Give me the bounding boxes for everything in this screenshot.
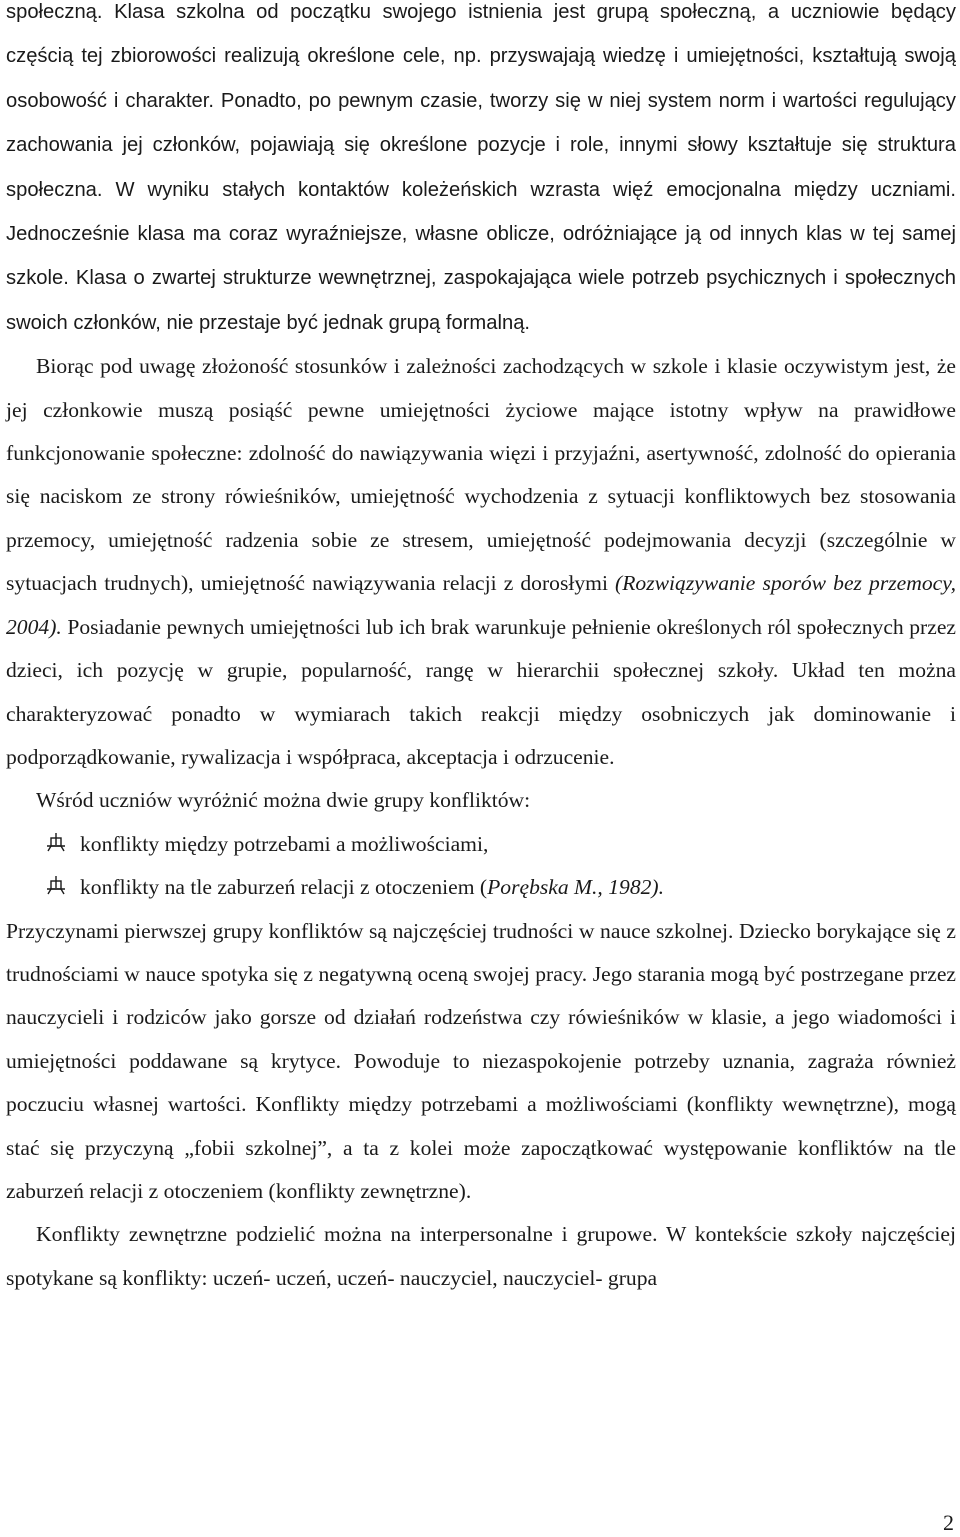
list-item: [6, 866, 956, 909]
paragraph-intro-text: społeczną. Klasa szkolna od początku swojego istnienia jest grupą społeczną, a uczniowie będący częścią tej zbiorowości realizują określone cele, np. przyswajają wiedzę i umiejętności, kształtują swoją osobowość i charakter. Ponadto, po pewnym czasie, tworzy się w niej system norm i wartości regulujący zachowania jej członków, pojawiają się określone pozycje i role, innymi słowy kształtuje się struktura społeczna. W wyniku stałych kontaktów koleżeńskich wzrasta więź emocjonalna między uczniami. Jednocześnie klasa ma coraz wyraźniejsze, własne oblicze, odróżniające ją od innych klas w tej samej szkole. Klasa o zwartej strukturze wewnętrznej, zaspokajająca wiele potrzeb psychicznych i społecznych swoich członków, nie przestaje być jednak grupą formalną.: [6, 1, 956, 334]
citation-rozwiazywanie-sporow: (Rozwiązywanie sporów bez przemocy, 2004).: [6, 571, 956, 639]
paragraph-life-skills: [6, 345, 956, 779]
paragraph-life-skills-text: Biorąc pod uwagę złożoność stosunków i zależności zachodzących w szkole i klasie oczywistym jest, że jej członkowie muszą posiąść pewne umiejętności życiowe mające istotny wpływ na prawidłowe funkcjonowanie społeczne: zdolność do nawiązywania więzi i przyjaźni, asertywność, zdolność do opierania się naciskom ze strony rówieśników, umiejętność wychodzenia z sytuacji konfliktowych bez stosowania przemocy, umiejętność radzenia sobie ze stresem, umiejętność podejmowania decyzji (szczególnie w sytuacjach trudnych), umiejętność nawiązywania relacji z dorosłymi: [6, 354, 956, 596]
conflict-groups-list: [6, 823, 956, 910]
paragraph-first-group-causes-text: Przyczynami pierwszej grupy konfliktów są najczęściej trudności w nauce szkolnej. Dziecko borykające się z trudnościami w nauce spotyka się z negatywną oceną swojej pracy. Jego starania mogą być postrzegane przez nauczycieli i rodziców jako gorsze od działań rodzeństwa czy rówieśników w klasie, a jego wiadomości i umiejętności poddawane są krytyce. Powoduje to niezaspokojenie potrzeby uznania, zagraża również poczuciu własnej wartości. Konflikty między potrzebami a możliwościami (konflikty wewnętrzne), mogą stać się przyczyną „fobii szkolnej”, a ta z kolei może zapoczątkować występowanie konfliktów na tle zaburzeń relacji z otoczeniem (konflikty zewnętrzne).: [6, 918, 956, 1203]
paragraph-conflict-groups-intro: [6, 779, 956, 822]
page-number: 2: [943, 1510, 954, 1535]
bullet-icon: [46, 875, 66, 895]
paragraph-life-skills-text-continued: Posiadanie pewnych umiejętności lub ich brak warunkuje pełnienie określonych ról społecznych przez dzieci, ich pozycję w grupie, popularność, rangę w hierarchii społecznej szkoły. Układ ten można charakteryzować ponadto w wymiarach takich reakcji między osobniczych jak dominowanie i podporządkowanie, rywalizacja i współpraca, akceptacja i odrzucenie.: [6, 614, 956, 769]
list-item-text: konflikty między potrzebami a możliwościami,: [80, 831, 489, 856]
paragraph-conflict-groups-intro-text: Wśród uczniów wyróżnić można dwie grupy konfliktów:: [36, 788, 531, 813]
paragraph-intro: [6, 0, 956, 345]
list-item: [6, 823, 956, 866]
bullet-icon: [46, 832, 66, 852]
citation-porebska: Porębska M., 1982).: [487, 875, 665, 900]
list-item-text: konflikty na tle zaburzeń relacji z otoczeniem (: [80, 875, 488, 900]
paragraph-external-conflicts-text: Konflikty zewnętrzne podzielić można na interpersonalne i grupowe. W kontekście szkoły najczęściej spotykane są konflikty: uczeń- uczeń, uczeń- nauczyciel, nauczyciel- grupa: [6, 1222, 956, 1290]
paragraph-first-group-causes: [6, 910, 956, 1214]
paragraph-external-conflicts: [6, 1213, 956, 1300]
document-page: [6, 0, 956, 1300]
